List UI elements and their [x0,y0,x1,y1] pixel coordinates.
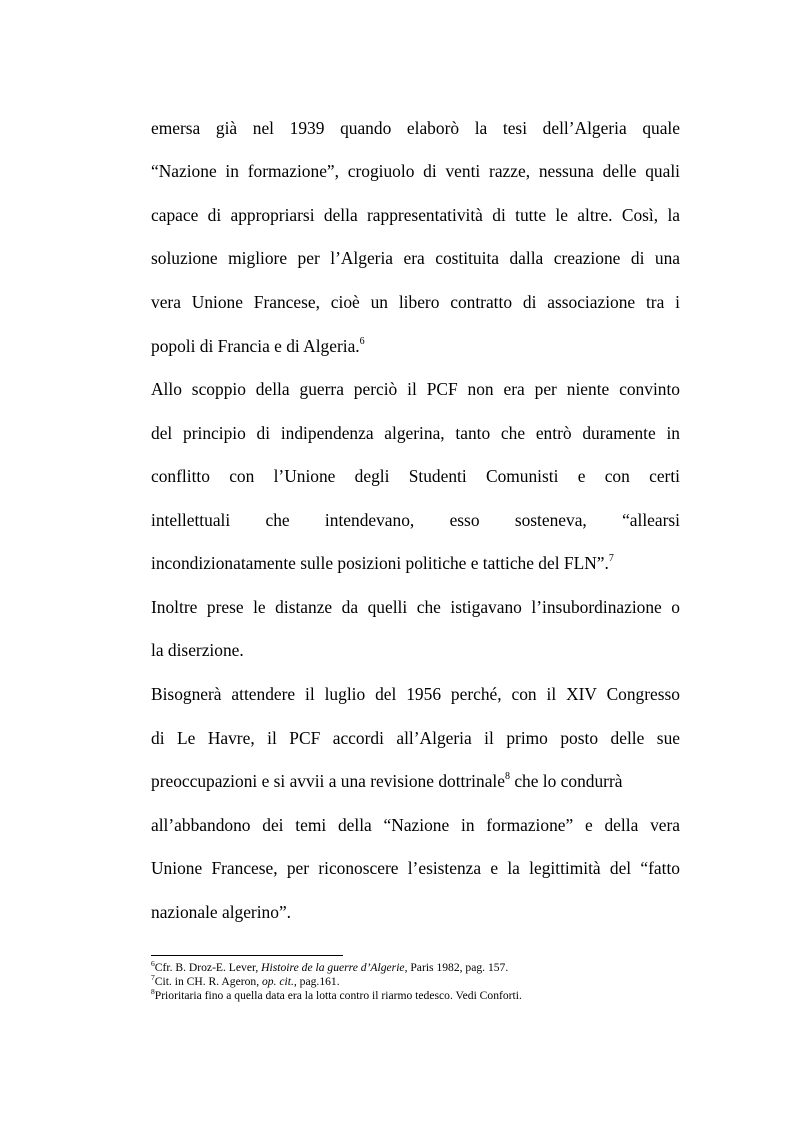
footnote: $^6$Cfr. B. Droz-E. Lever, Histoire de la guerre d’Algerie, Paris 1982, pag. 157. [151,959,509,974]
text-line: nazionale algerino”. [151,902,292,922]
footnote: $^8$Prioritaria fino a quella data era la lotta contro il riarmo tedesco. Vedi Conforti. [151,987,522,1002]
text-line: Unione Francese, per riconoscere l’esistenza e la legittimità del “fatto [151,858,680,878]
text-line: all’abbandono dei temi della “Nazione in formazione” e della vera [151,815,680,835]
text-line: popoli di Francia e di Algeria.$^6$ [151,336,365,356]
text-line: di Le Havre, il PCF accordi all’Algeria il primo posto delle sue [151,728,680,748]
text-line: “Nazione in formazione”, crogiuolo di venti razze, nessuna delle quali [151,161,680,181]
text-line: del principio di indipendenza algerina, tanto che entrò duramente in [151,423,680,443]
text-line: preoccupazioni e si avvii a una revisione dottrinale$^8$ che lo condurrà [151,771,623,791]
text-line: soluzione migliore per l’Algeria era costituita dalla creazione di una [151,248,680,268]
text-line: incondizionatamente sulle posizioni politiche e tattiche del FLN”.$^7$ [151,553,614,573]
text-line: la diserzione. [151,640,244,660]
text-line: emersa già nel 1939 quando elaborò la tesi dell’Algeria quale [151,118,680,138]
text-line: intellettuali che intendevano, esso sosteneva, “allearsi [151,510,680,530]
footnote-ref-6: 6 [359,336,365,347]
footnote-separator [151,955,343,956]
footnote-ref-8: 8 [504,771,510,782]
text-line: vera Unione Francese, cioè un libero contratto di associazione tra i [151,292,680,312]
text-line: Bisognerà attendere il luglio del 1956 perché, con il XIV Congresso [151,684,680,704]
text-line: Allo scoppio della guerra perciò il PCF non era per niente convinto [151,379,680,399]
footnote-ref-7: 7 [608,553,614,564]
text-line: Inoltre prese le distanze da quelli che istigavano l’insubordinazione o [151,597,680,617]
text-line: conflitto con l’Unione degli Studenti Comunisti e con certi [151,466,680,486]
text-line: capace di appropriarsi della rappresentatività di tutte le altre. Così, la [151,205,680,225]
footnote: $^7$Cit. in CH. R. Ageron, op. cit., pag.161. [151,973,340,988]
